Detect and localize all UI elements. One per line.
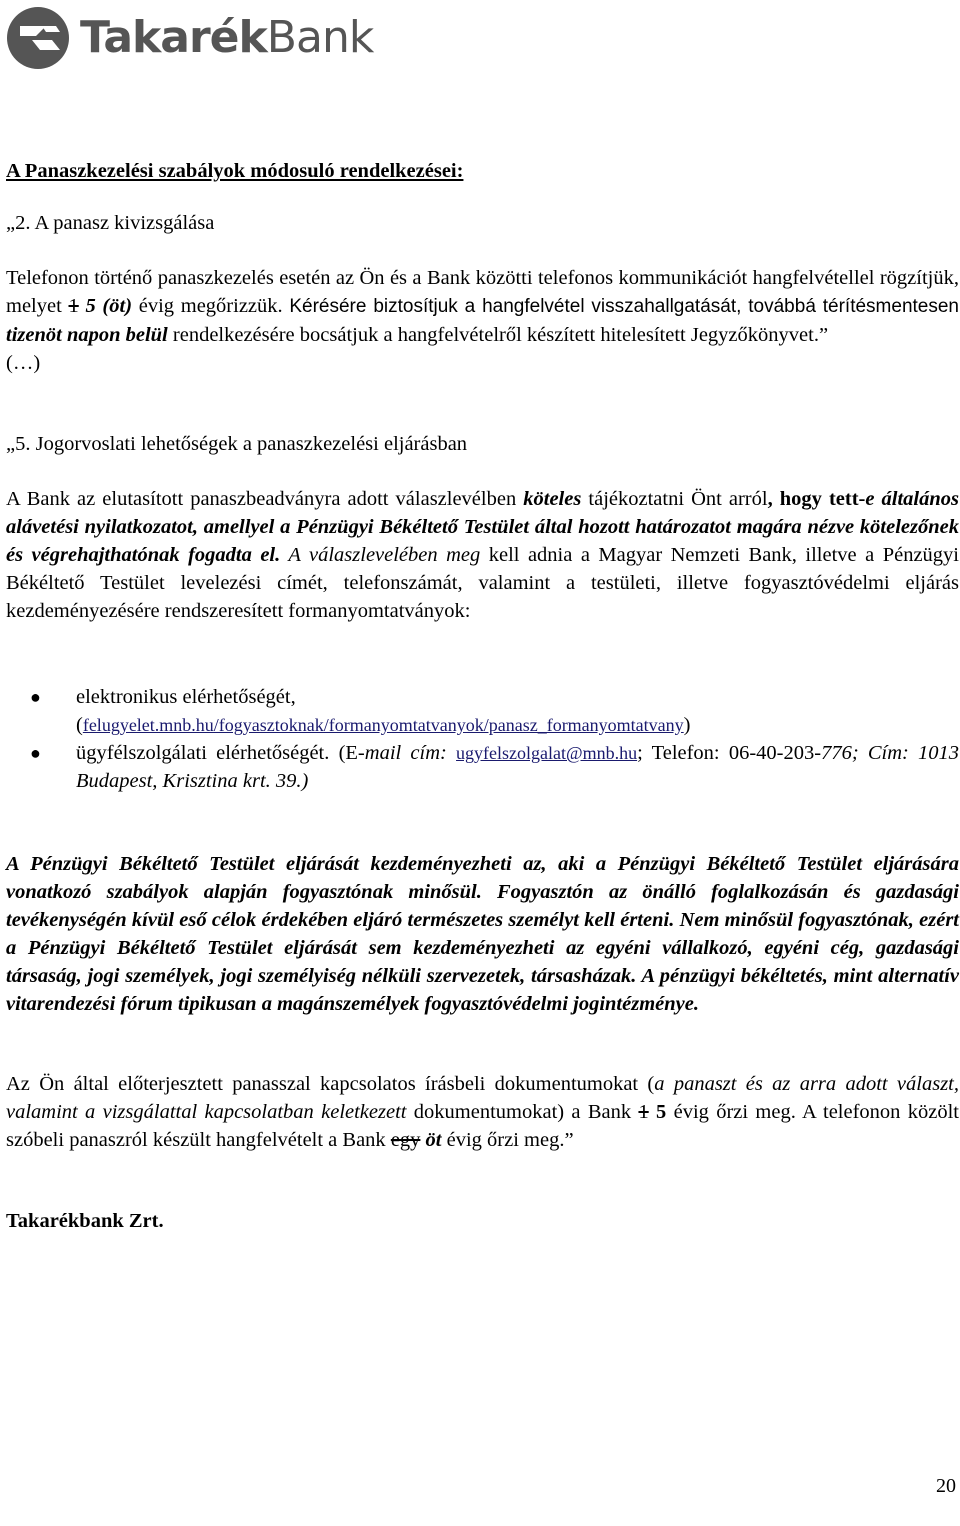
p1-bold-italic-days: tizenöt napon belül bbox=[6, 324, 168, 346]
bullet-1-close-paren: ) bbox=[683, 714, 691, 736]
bullet-2-email-label: mail cím: bbox=[364, 742, 447, 764]
bank-logo bbox=[6, 6, 373, 70]
p1-bold-italic: 5 (öt) bbox=[78, 295, 133, 317]
p4-bold-italic-f: öt bbox=[420, 1129, 442, 1151]
p4-text-c: dokumentumokat) a Bank bbox=[406, 1101, 639, 1123]
p2-bold-d: , hogy tett- bbox=[767, 488, 866, 510]
heading-text: A Panaszkezelési szabályok módosuló rendelkezései: bbox=[6, 160, 464, 182]
bullet-1-label: elektronikus elérhetőségét, bbox=[76, 686, 296, 708]
p2-text-c: tájékoztatni Önt arról bbox=[581, 488, 768, 510]
p2-text-a: A Bank az elutasított panaszbeadványra adott válaszlevélben bbox=[6, 488, 524, 510]
p2-italic-f: A válaszlevelében meg bbox=[280, 544, 481, 566]
p4-text-g: évig őrzi meg.” bbox=[441, 1129, 574, 1151]
mnb-form-link[interactable]: felugyelet.mnb.hu/fogyasztoknak/formanyomtatvanyok/panasz_formanyomtatvany bbox=[82, 715, 684, 735]
p1-struck: 1 bbox=[68, 295, 79, 317]
p1-text-a: Telefonon történő panaszkezelés esetén az Ön és a Bank közötti telefonos kommunikációt hangfelvétellel rögzítjük, melyet bbox=[6, 267, 959, 317]
p4-bold-d: 5 bbox=[648, 1101, 667, 1123]
logo-wordmark-light: Bank bbox=[266, 12, 374, 63]
p1-text-c: évig megőrizzük. bbox=[132, 295, 290, 317]
paragraph-document-retention bbox=[6, 1070, 959, 1154]
ellipsis: (…) bbox=[6, 352, 41, 374]
p4-struck-1: 1 bbox=[638, 1101, 649, 1123]
logo-wordmark-bold: Takarék bbox=[80, 12, 267, 63]
p2-text-g: kell adnia a Magyar Nemzeti Bank, illetve a Pénzügyi Békéltető Testület levelezési címét, telefonszámát, valamint a testületi, illetve fogyasztóvédelmi eljárás kezdeményezésére rendszeresített formanyomtatványok: bbox=[6, 544, 959, 622]
p4-text-a: Az Ön által előterjesztett panasszal kapcsolatos írásbeli dokumentumokat ( bbox=[6, 1073, 655, 1095]
list-item bbox=[6, 739, 959, 795]
bullet-icon: ● bbox=[30, 687, 41, 707]
takarekbank-logo-mark-icon bbox=[6, 6, 70, 70]
p2-koteles: köteles bbox=[523, 488, 582, 510]
email-link[interactable]: ugyfelszolgalat@mnb.hu bbox=[456, 743, 638, 763]
p1-text-f: rendelkezésére bocsátjuk a hangfelvételről készített hitelesített Jegyzőkönyvet.” bbox=[167, 324, 829, 346]
section-5-title: „5. Jogorvoslati lehetőségek a panaszkezelési eljárásban bbox=[6, 433, 468, 455]
bullet-2-separator: ; bbox=[637, 742, 652, 764]
p4-italic-b: a panaszt és az arra adott választ, valamint a vizsgálattal kapcsolatban keletkezett bbox=[6, 1073, 959, 1123]
section-2-title: „2. A panasz kivizsgálása bbox=[6, 212, 215, 234]
page-number: 20 bbox=[936, 1475, 956, 1497]
bullet-1-open-paren: ( bbox=[76, 714, 83, 736]
bullet-2-phone: Telefon: 06-40-203- bbox=[651, 742, 822, 764]
paragraph-phone-complaints bbox=[6, 264, 959, 377]
p2-bold-italic-e: e általános alávetési nyilatkozatot, amellyel a Pénzügyi Békéltető Testület által hozott határozatot magára nézve kötelezőnek és végrehajthatónak fogadta el. bbox=[6, 488, 959, 566]
p4-struck-2: egy bbox=[390, 1129, 421, 1151]
bullet-2-address: 776; Cím: 1013 Budapest, Krisztina krt. 39.) bbox=[76, 742, 960, 792]
p1-text-d: Kérésére biztosítjuk a hangfelvétel visszahallgatását, továbbá térítésmentesen bbox=[289, 296, 959, 317]
logo-wordmark bbox=[80, 6, 373, 70]
signature: Takarékbank Zrt. bbox=[6, 1210, 164, 1232]
bullet-icon: ● bbox=[30, 743, 41, 763]
bullet-2-label: ügyfélszolgálati elérhetőségét. (E- bbox=[76, 742, 365, 764]
paragraph-legal-remedies bbox=[6, 485, 959, 625]
page-heading bbox=[6, 157, 959, 185]
contact-bullet-list bbox=[6, 683, 959, 795]
list-item bbox=[6, 683, 959, 739]
paragraph-conciliation-board: A Pénzügyi Békéltető Testület eljárását kezdeményezheti az, aki a Pénzügyi Békéltető Testület eljárására vonatkozó szabályok alapján fogyasztónak minősül. Fogyasztón az önálló foglalkozásán és gazdasági tevékenységén kívül eső célok érdekében eljáró természetes személyt kell érteni. Nem minősül fogyasztónak, ezért a Pénzügyi Békéltető Testület eljárását sem kezdeményezheti az egyéni vállalkozó, egyéni cég, gazdasági társaság, jogi személyek, jogi személyiség nélküli szervezetek, társasházak. A pénzügyi békéltetés, mint alternatív vitarendezési fórum tipikusan a magánszemélyek fogyasztóvédelmi jogintézménye. bbox=[6, 853, 959, 1015]
p4-text-e: évig őrzi meg. A telefonon közölt szóbeli panaszról készült hangfelvételt a Bank bbox=[6, 1101, 959, 1151]
